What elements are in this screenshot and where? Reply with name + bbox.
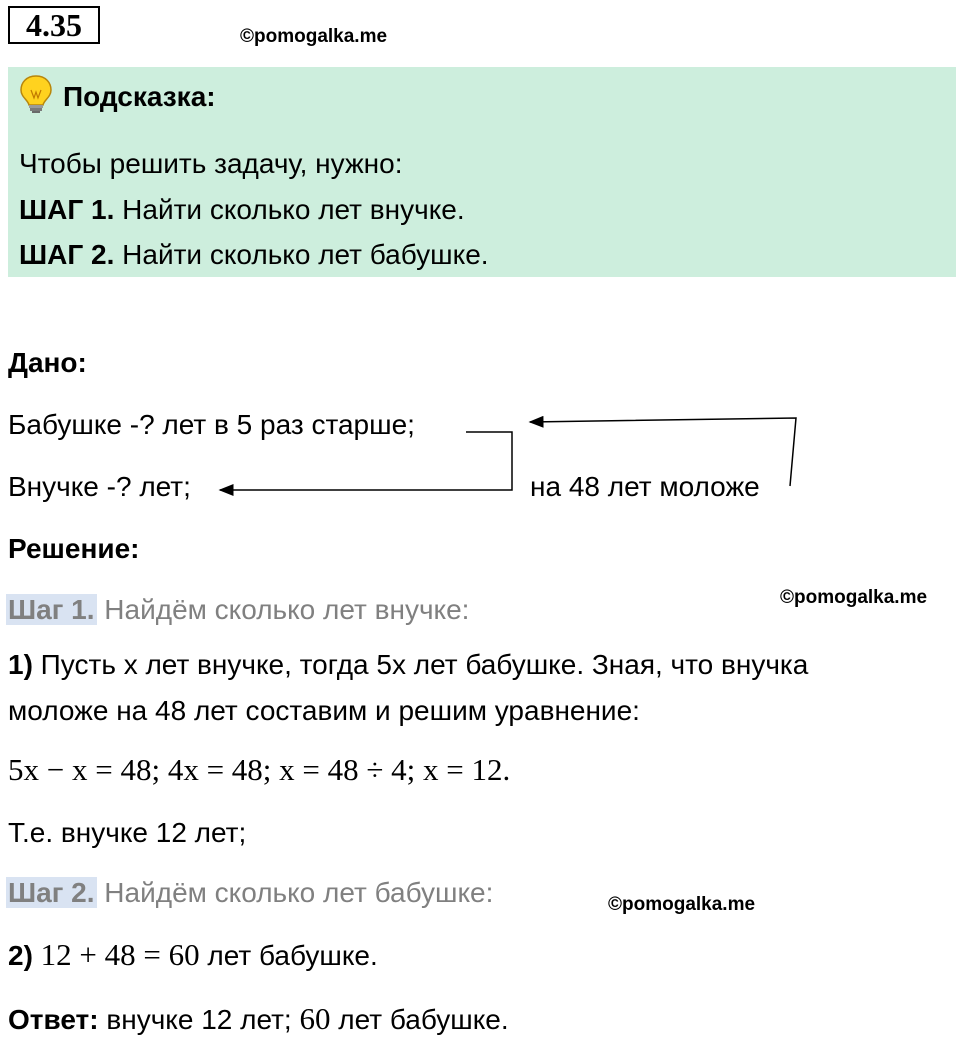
step-1-label: Шаг 1. <box>8 594 95 625</box>
paragraph-2-number: 2) <box>8 940 33 971</box>
step-2-heading <box>6 876 493 910</box>
equation: 5x − x = 48; 4x = 48; x = 48 ÷ 4; x = 12. <box>8 752 511 787</box>
paragraph-2-math: 12 + 48 = 60 <box>32 937 200 972</box>
answer-text-1: внучке 12 лет; <box>98 1004 300 1035</box>
answer-math: 60 <box>299 1001 331 1036</box>
task-number: 4.35 <box>8 6 100 44</box>
paragraph-2-text: лет бабушке. <box>199 940 378 971</box>
solution-title: Решение: <box>8 533 140 564</box>
paragraph-1-line-2: моложе на 48 лет составим и решим уравнение: <box>8 695 640 726</box>
hint-step-1-label: ШАГ 1. <box>19 194 115 225</box>
paragraph-1-number: 1) <box>8 649 33 680</box>
watermark-top: ©pomogalka.me <box>240 26 388 47</box>
paragraph-2 <box>8 938 378 973</box>
watermark-bottom: ©pomogalka.me <box>608 894 756 915</box>
hint-title: Подсказка: <box>63 81 216 112</box>
arrow-48-years <box>530 418 796 486</box>
hint-intro: Чтобы решить задачу, нужно: <box>19 148 403 179</box>
hint-step-2-text: Найти сколько лет бабушке. <box>114 239 489 270</box>
hint-step-2-label: ШАГ 2. <box>19 239 115 270</box>
step-2-text: Найдём сколько лет бабушке: <box>96 877 494 908</box>
paragraph-1-text: Пусть x лет внучке, тогда 5x лет бабушке. Зная, что внучка <box>32 649 809 680</box>
answer-text-2: лет бабушке. <box>330 1004 509 1035</box>
hint-step-1-text: Найти сколько лет внучке. <box>114 194 465 225</box>
watermark-middle: ©pomogalka.me <box>780 587 928 608</box>
answer <box>8 1002 509 1037</box>
step-1-text: Найдём сколько лет внучке: <box>96 594 470 625</box>
paragraph-1-line-1 <box>8 648 808 682</box>
step-1-heading <box>6 593 469 627</box>
arrow-five-times <box>220 432 512 490</box>
given-relation: на 48 лет моложе <box>530 471 760 502</box>
given-title: Дано: <box>8 347 87 378</box>
step-2-label: Шаг 2. <box>8 877 95 908</box>
given-line-2: Внучке -? лет; <box>8 471 191 502</box>
given-line-1: Бабушке -? лет в 5 раз старше; <box>8 409 415 440</box>
answer-label: Ответ: <box>8 1004 99 1035</box>
result-1: Т.е. внучке 12 лет; <box>8 817 247 848</box>
